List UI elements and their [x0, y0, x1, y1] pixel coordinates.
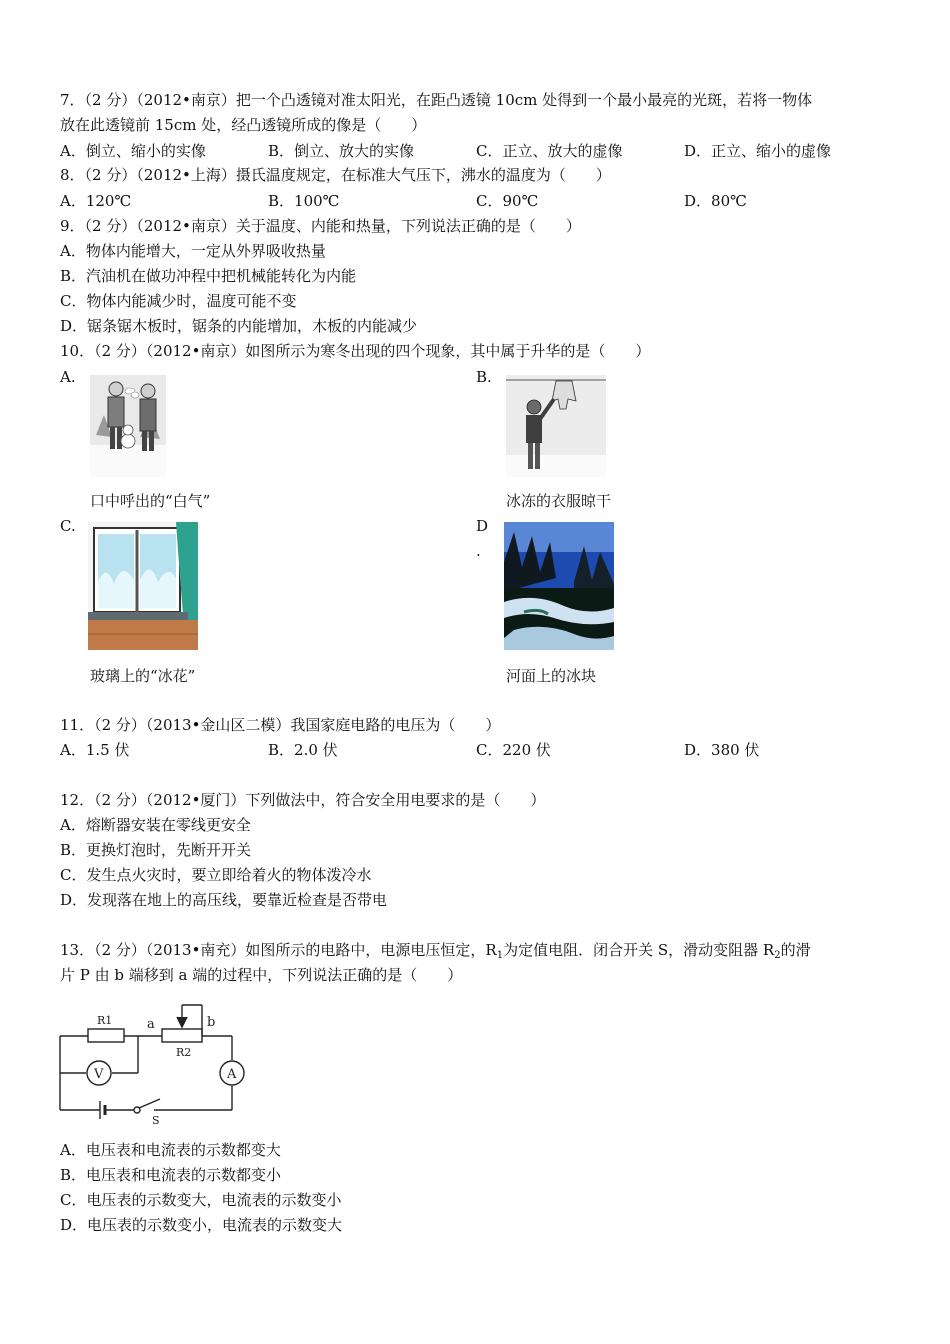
- slider-arrow-icon: [177, 1017, 187, 1027]
- q12-option-b: B．更换灯泡时，先断开开关: [60, 841, 252, 859]
- q10-label-d: D: [476, 517, 489, 535]
- rheostat-r2: [162, 1029, 202, 1042]
- caption-c: 玻璃上的“冰花”: [90, 667, 196, 685]
- picture-river-ice: [504, 522, 614, 650]
- q10-label-a: A.: [60, 368, 76, 386]
- q11-option-a: A．1.5 伏: [60, 741, 130, 759]
- q7-option-c: C．正立、放大的虚像: [476, 142, 623, 160]
- q9-stem: 9．（2 分）（2012•南京）关于温度、内能和热量，下列说法正确的是（ ）: [60, 217, 581, 235]
- q8-option-c: C．90℃: [476, 192, 539, 210]
- q8-stem: 8．（2 分）（2012•上海）摄氏温度规定，在标准大气压下，沸水的温度为（ ）: [60, 166, 611, 184]
- label-b-end: b: [207, 1015, 216, 1030]
- caption-b: 冰冻的衣服晾干: [506, 492, 612, 510]
- q11-stem: 11．（2 分）（2013•金山区二模）我国家庭电路的电压为（ ）: [60, 716, 501, 734]
- label-r2: R2: [176, 1046, 192, 1059]
- q11-option-c: C．220 伏: [476, 741, 551, 759]
- q9-option-c: C．物体内能减少时，温度可能不变: [60, 292, 297, 310]
- q10-label-d-dot: .: [476, 542, 481, 560]
- label-voltmeter: V: [94, 1067, 104, 1082]
- q10-label-b: B.: [476, 368, 492, 386]
- label-switch: S: [152, 1114, 160, 1127]
- q13-option-d: D．电压表的示数变小，电流表的示数变大: [60, 1216, 343, 1234]
- picture-breath-vapor: [90, 375, 166, 477]
- q9-option-b: B．汽油机在做功冲程中把机械能转化为内能: [60, 267, 357, 285]
- q13-option-b: B．电压表和电流表的示数都变小: [60, 1166, 282, 1184]
- q7-option-d: D．正立、缩小的虚像: [684, 142, 832, 160]
- q8-option-d: D．80℃: [684, 192, 747, 210]
- q11-option-d: D．380 伏: [684, 741, 760, 759]
- q12-option-d: D．发现落在地上的高压线，要靠近检查是否带电: [60, 891, 388, 909]
- q10-label-c: C.: [60, 517, 76, 535]
- q13-stem-line1: 13．（2 分）（2013•南充）如图所示的电路中，电源电压恒定，$R_1$为定值电阻．闭合开关 S，滑动变阻器 $R_2$的滑: [60, 941, 811, 961]
- label-a-end: a: [147, 1017, 155, 1032]
- label-ammeter: A: [227, 1067, 237, 1082]
- q7-option-b: B．倒立、放大的实像: [268, 142, 415, 160]
- q12-option-a: A．熔断器安装在零线更安全: [60, 816, 251, 834]
- resistor-r1: [88, 1029, 124, 1042]
- switch-lever: [139, 1099, 160, 1108]
- q9-option-d: D．锯条锯木板时，锯条的内能增加，木板的内能减少: [60, 317, 418, 335]
- picture-frozen-clothes: [506, 375, 606, 477]
- q10-stem: 10．（2 分）（2012•南京）如图所示为寒冬出现的四个现象，其中属于升华的是（ ）: [60, 342, 651, 360]
- q8-option-b: B．100℃: [268, 192, 340, 210]
- q13-option-c: C．电压表的示数变大，电流表的示数变小: [60, 1191, 342, 1209]
- q12-option-c: C．发生点火灾时，要立即给着火的物体泼冷水: [60, 866, 372, 884]
- q7-option-a: A．倒立、缩小的实像: [60, 142, 206, 160]
- q7-stem-line2: 放在此透镜前 15cm 处，经凸透镜所成的像是（ ）: [60, 116, 427, 134]
- q11-option-b: B．2.0 伏: [268, 741, 338, 759]
- caption-d: 河面上的冰块: [506, 667, 597, 685]
- q7-stem-line1: 7．（2 分）（2012•南京）把一个凸透镜对准太阳光，在距凸透镜 10cm 处得到一个最小最亮的光斑，若将一物体: [60, 91, 813, 109]
- picture-window-frost: [88, 522, 198, 650]
- circuit-diagram: [52, 1000, 252, 1130]
- q9-option-a: A．物体内能增大，一定从外界吸收热量: [60, 242, 326, 260]
- q13-option-a: A．电压表和电流表的示数都变大: [60, 1141, 281, 1159]
- label-r1: R1: [97, 1014, 113, 1027]
- q13-stem-line2: 片 P 由 b 端移到 a 端的过程中，下列说法正确的是（ ）: [60, 966, 463, 984]
- q8-option-a: A．120℃: [60, 192, 132, 210]
- q12-stem: 12．（2 分）（2012•厦门）下列做法中，符合安全用电要求的是（ ）: [60, 791, 546, 809]
- caption-a: 口中呼出的“白气”: [90, 492, 211, 510]
